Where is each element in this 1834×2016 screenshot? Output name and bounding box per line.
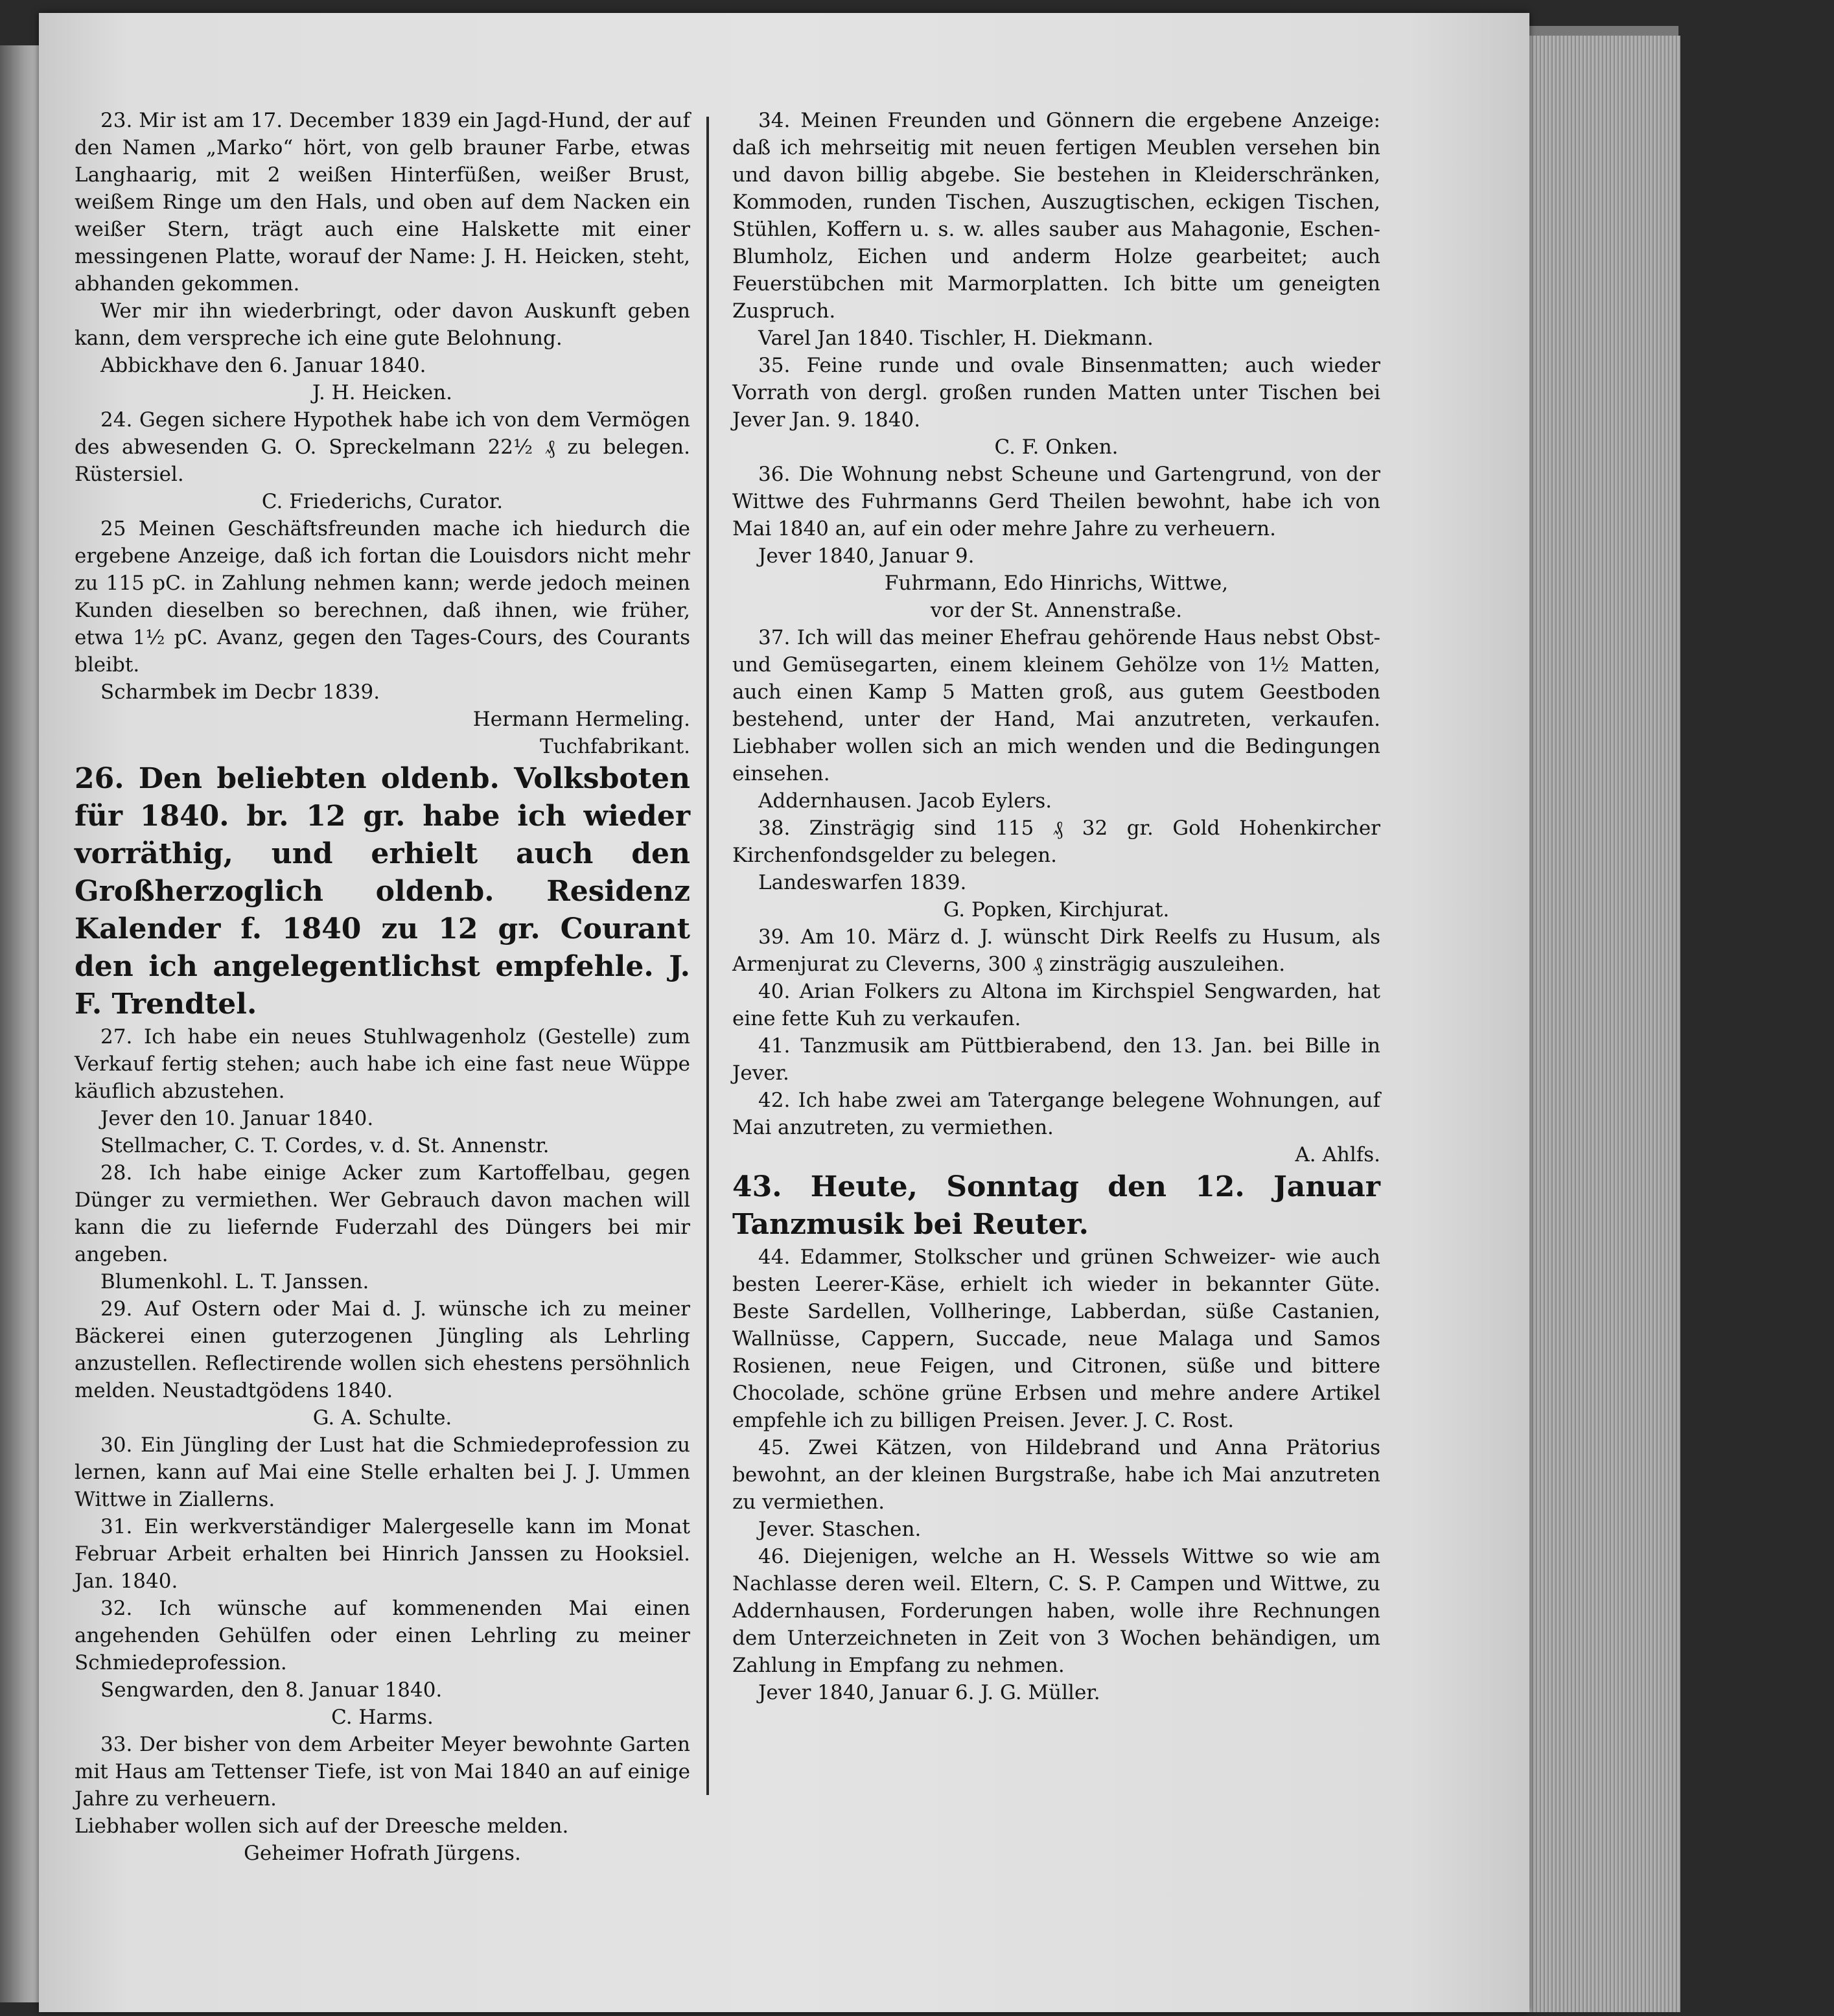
notice-paragraph: 44. Edammer, Stolkscher und grünen Schweizer- wie auch besten Leerer-Käse, erhielt ich wieder in bekannter Güte. Beste Sardellen, Vollheringe, Labberdan, süße Castanien, Wallnüsse, Cappern, Succade, neue Malaga und Samos Rosienen, neue Feigen, und Citronen, süße und bittere Chocolade, schöne grüne Erbsen und mehre andere Artikel empfehle ich zu billigen Preisen. Jever. J. C. Rost.: [732, 1246, 1380, 1432]
notice-paragraph: Jever den 10. Januar 1840.: [100, 1107, 374, 1130]
notice-paragraph: 43. Heute, Sonntag den 12. Januar Tanzmusik bei Reuter.: [732, 1170, 1380, 1241]
notice-paragraph: C. Harms.: [331, 1706, 434, 1729]
notice-paragraph: vor der St. Annenstraße.: [930, 599, 1183, 622]
right-column: [732, 107, 1380, 1706]
notice-paragraph: Jever 1840, Januar 6. J. G. Müller.: [758, 1681, 1100, 1704]
notice-paragraph: Liebhaber wollen sich auf der Dreesche melden.: [75, 1814, 569, 1838]
notice-paragraph: 37. Ich will das meiner Ehefrau gehörende Haus nebst Obst- und Gemüsegarten, einem kleinem Gehölze von 1½ Matten, auch einen Kamp 5 Matten groß, aus gutem Geestboden bestehend, unter der Hand, Mai anzutreten, verkaufen. Liebhaber wollen sich an mich wenden und die Bedingungen einsehen.: [732, 626, 1380, 785]
notice-paragraph: Hermann Hermeling.: [472, 708, 690, 731]
notice-paragraph: Jever 1840, Januar 9.: [758, 544, 975, 568]
notice-paragraph: C. F. Onken.: [994, 435, 1119, 459]
notice-paragraph: 42. Ich habe zwei am Tatergange belegene Wohnungen, auf Mai anzutreten, zu vermiethen.: [732, 1089, 1380, 1139]
notice-paragraph: Wer mir ihn wiederbringt, oder davon Auskunft geben kann, dem verspreche ich eine gute Belohnung.: [75, 299, 690, 350]
notice-paragraph: A. Ahlfs.: [1295, 1143, 1380, 1166]
notice-paragraph: Addernhausen. Jacob Eylers.: [758, 789, 1052, 813]
notice-paragraph: J. H. Heicken.: [312, 381, 453, 404]
notice-paragraph: 31. Ein werkverständiger Malergeselle kann im Monat Februar Arbeit erhalten bei Hinrich Janssen zu Hooksiel. Jan. 1840.: [75, 1515, 690, 1593]
notice-paragraph: Sengwarden, den 8. Januar 1840.: [100, 1678, 443, 1702]
notice-paragraph: 40. Arian Folkers zu Altona im Kirchspiel Sengwarden, hat eine fette Kuh zu verkaufen.: [732, 980, 1380, 1030]
book-page-stack: [1513, 36, 1680, 2012]
notice-paragraph: 26. Den beliebten oldenb. Volksboten für 1840. br. 12 gr. habe ich wieder vorräthig, und erhielt auch den Großherzoglich oldenb. Residenz Kalender f. 1840 zu 12 gr. Courant den ich angelegentlichst empfehle. J. F. Trendtel.: [75, 762, 690, 1021]
notice-paragraph: 29. Auf Ostern oder Mai d. J. wünsche ich zu meiner Bäckerei einen guterzogenen Jüngling als Lehrling anzustellen. Reflectirende wollen sich ehestens persöhnlich melden. Neustadtgödens 1840.: [75, 1297, 690, 1402]
notice-paragraph: 46. Diejenigen, welche an H. Wessels Wittwe so wie am Nachlasse deren weil. Eltern, C. S. P. Campen und Wittwe, zu Addernhausen, Forderungen haben, wolle ihre Rechnungen dem Unterzeichneten in Zeit von 3 Wochen behändigen, um Zahlung in Empfang zu nehmen.: [732, 1545, 1380, 1677]
notice-paragraph: C. Friederichs, Curator.: [261, 490, 504, 513]
notice-paragraph: Stellmacher, C. T. Cordes, v. d. St. Annenstr.: [100, 1134, 550, 1157]
notice-paragraph: 41. Tanzmusik am Püttbierabend, den 13. Jan. bei Bille in Jever.: [732, 1034, 1380, 1085]
notice-paragraph: 33. Der bisher von dem Arbeiter Meyer bewohnte Garten mit Haus am Tettenser Tiefe, ist von Mai 1840 an auf einige Jahre zu verheuern.: [75, 1733, 690, 1811]
column-rule: [706, 117, 709, 1795]
notice-paragraph: 45. Zwei Kätzen, von Hildebrand und Anna Prätorius bewohnt, an der kleinen Burgstraße, habe ich Mai anzutreten zu vermiethen.: [732, 1436, 1380, 1514]
notice-paragraph: 38. Zinsträgig sind 115 ₰ 32 gr. Gold Hohenkircher Kirchenfondsgelder zu belegen.: [732, 817, 1380, 867]
notice-paragraph: Jever. Staschen.: [758, 1518, 922, 1541]
notice-paragraph: 35. Feine runde und ovale Binsenmatten; auch wieder Vorrath von dergl. großen runden Matten unter Tischen bei Jever Jan. 9. 1840.: [732, 354, 1380, 432]
notice-paragraph: Blumenkohl. L. T. Janssen.: [100, 1270, 369, 1293]
notice-paragraph: 30. Ein Jüngling der Lust hat die Schmiedeprofession zu lernen, kann auf Mai eine Stelle erhalten bei J. J. Ummen Wittwe in Ziallerns.: [75, 1433, 690, 1511]
notice-paragraph: 36. Die Wohnung nebst Scheune und Gartengrund, von der Wittwe des Fuhrmanns Gerd Theilen bewohnt, habe ich von Mai 1840 an, auf ein oder mehre Jahre zu verheuern.: [732, 463, 1380, 540]
adjacent-page-edge: [0, 45, 39, 2002]
notice-paragraph: Landeswarfen 1839.: [758, 871, 967, 894]
notice-paragraph: G. A. Schulte.: [312, 1406, 452, 1430]
notice-paragraph: 24. Gegen sichere Hypothek habe ich von dem Vermögen des abwesenden G. O. Spreckelmann 22½ ₰ zu belegen. Rüstersiel.: [75, 408, 690, 486]
notice-paragraph: 39. Am 10. März d. J. wünscht Dirk Reelfs zu Husum, als Armenjurat zu Cleverns, 300 ₰ zinsträgig auszuleihen.: [732, 925, 1380, 976]
notice-paragraph: G. Popken, Kirchjurat.: [943, 898, 1170, 921]
left-column: [75, 107, 690, 1867]
notice-paragraph: 28. Ich habe einige Acker zum Kartoffelbau, gegen Dünger zu vermiethen. Wer Gebrauch davon machen will kann die zu liefernde Fuderzahl des Düngers bei mir angeben.: [75, 1161, 690, 1266]
notice-paragraph: Tuchfabrikant.: [539, 735, 690, 758]
notice-paragraph: Geheimer Hofrath Jürgens.: [244, 1842, 521, 1865]
notice-paragraph: Varel Jan 1840. Tischler, H. Diekmann.: [758, 327, 1154, 350]
notice-paragraph: 23. Mir ist am 17. December 1839 ein Jagd-Hund, der auf den Namen „Marko“ hört, von gelb brauner Farbe, etwas Langhaarig, mit 2 weißen Hinterfüßen, weißer Brust, weißem Ringe um den Hals, und oben auf dem Nacken ein weißer Stern, trägt auch eine Halskette mit einer messingenen Platte, worauf der Name: J. H. Heicken, steht, abhanden gekommen.: [75, 109, 690, 295]
notice-paragraph: 32. Ich wünsche auf kommenenden Mai einen angehenden Gehülfen oder einen Lehrling zu meiner Schmiedeprofession.: [75, 1597, 690, 1674]
notice-paragraph: 25 Meinen Geschäftsfreunden mache ich hiedurch die ergebene Anzeige, daß ich fortan die Louisdors nicht mehr zu 115 pC. in Zahlung nehmen kann; werde jedoch meinen Kunden dieselben so berechnen, daß ihnen, wie früher, etwa 1½ pC. Avanz, gegen den Tages-Cours, des Courants bleibt.: [75, 517, 690, 677]
notice-paragraph: Scharmbek im Decbr 1839.: [100, 680, 380, 704]
notice-paragraph: 27. Ich habe ein neues Stuhlwagenholz (Gestelle) zum Verkauf fertig stehen; auch habe ich eine fast neue Wüppe käuflich abzustehen.: [75, 1025, 690, 1103]
notice-paragraph: Fuhrmann, Edo Hinrichs, Wittwe,: [884, 572, 1229, 595]
notice-paragraph: 34. Meinen Freunden und Gönnern die ergebene Anzeige: daß ich mehrseitig mit neuen fertigen Meublen versehen bin und davon billig abgebe. Sie bestehen in Kleiderschränken, Kommoden, runden Tischen, Auszugtischen, eckigen Tischen, Stühlen, Koffern u. s. w. alles sauber aus Mahagonie, Eschen-Blumholz, Eichen und anderm Holze gearbeitet; auch Feuerstübchen mit Marmorplatten. Ich bitte um geneigten Zuspruch.: [732, 109, 1380, 323]
notice-paragraph: Abbickhave den 6. Januar 1840.: [100, 354, 426, 377]
